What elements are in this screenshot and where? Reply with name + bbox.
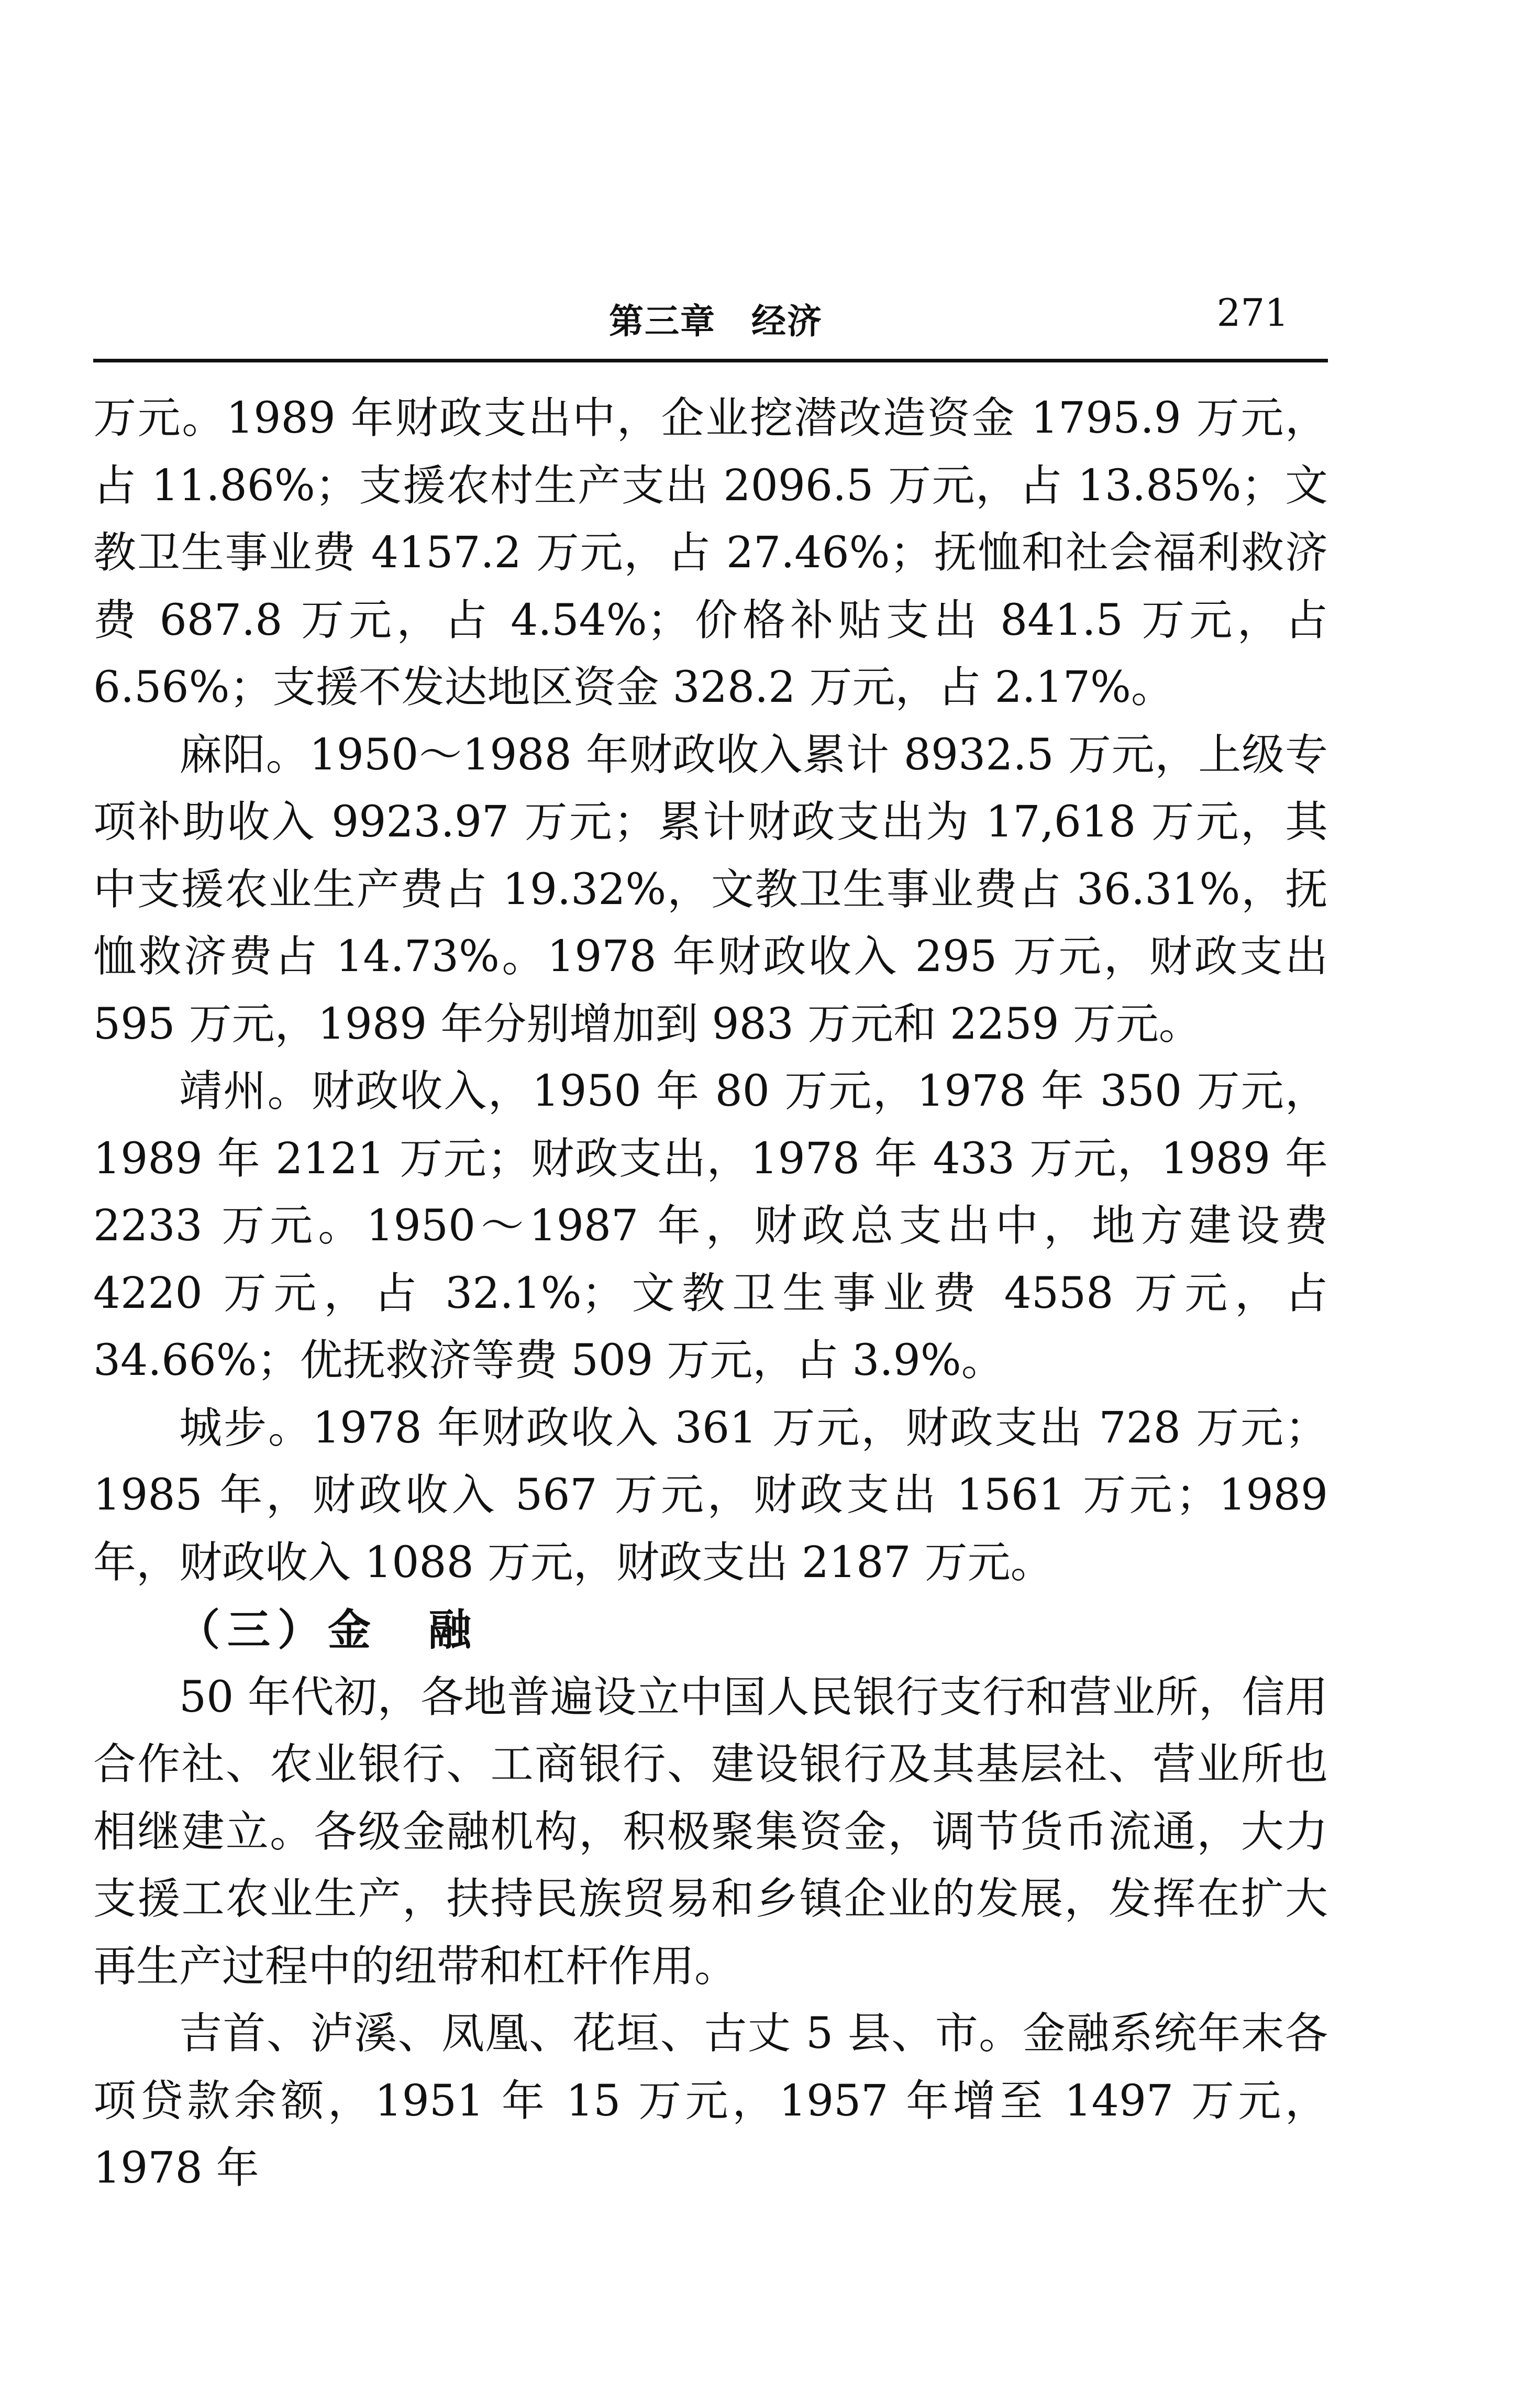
paragraph-jingzhou: 靖州。财政收入，1950 年 80 万元，1978 年 350 万元，1989 年 2121 万元；财政支出，1978 年 433 万元，1989 年 2233 万元。1950～1987 年，财政总支出中，地方建设费 4220 万元，占 32.1%；文教卫生事业费 4558 万元，占 34.66%；优抚救济等费 509 万元，占 3.9%。 <box>93 1066 1328 1385</box>
paragraph-mayang: 麻阳。1950～1988 年财政收入累计 8932.5 万元，上级专项补助收入 9923.97 万元；累计财政支出为 17,618 万元，其中支援农业生产费占 19.32%，文教卫生事业费占 36.31%，抚恤救济费占 14.73%。1978 年财政收入 295 万元，财政支出 595 万元，1989 年分别增加到 983 万元和 2259 万元。 <box>93 730 1328 1049</box>
paragraph-jishou-loans: 吉首、泸溪、凤凰、花垣、古丈 5 县、市。金融系统年末各项贷款余额，1951 年 15 万元，1957 年增至 1497 万元，1978 年 <box>93 2009 1328 2193</box>
paragraph-finance-institutions: 50 年代初，各地普遍设立中国人民银行支行和营业所，信用合作社、农业银行、工商银行、建设银行及其基层社、营业所也相继建立。各级金融机构，积极聚集资金，调节货币流通，大力支援工农业生产，扶持民族贸易和乡镇企业的发展，发挥在扩大再生产过程中的纽带和杠杆作用。 <box>93 1672 1328 1991</box>
page-header <box>93 280 1328 362</box>
section-heading-finance: （三）金 融 <box>177 1605 479 1655</box>
chapter-title: 第三章 经济 <box>609 301 823 341</box>
paragraph-fiscal-expenditure-1989: 万元。1989 年财政支出中，企业挖潜改造资金 1795.9 万元，占 11.86%；支援农村生产支出 2096.5 万元，占 13.85%；文教卫生事业费 4157.2 万元，占 27.46%；抚恤和社会福利救济费 687.8 万元，占 4.54%；价格补贴支出 841.5 万元，占 6.56%；支援不发达地区资金 328.2 万元，占 2.17%。 <box>93 393 1328 712</box>
paragraph-chengbu: 城步。1978 年财政收入 361 万元，财政支出 728 万元；1985 年，财政收入 567 万元，财政支出 1561 万元；1989 年，财政收入 1088 万元，财政支出 2187 万元。 <box>93 1403 1328 1588</box>
page-number: 271 <box>1216 291 1289 335</box>
page-body <box>93 385 1328 2202</box>
